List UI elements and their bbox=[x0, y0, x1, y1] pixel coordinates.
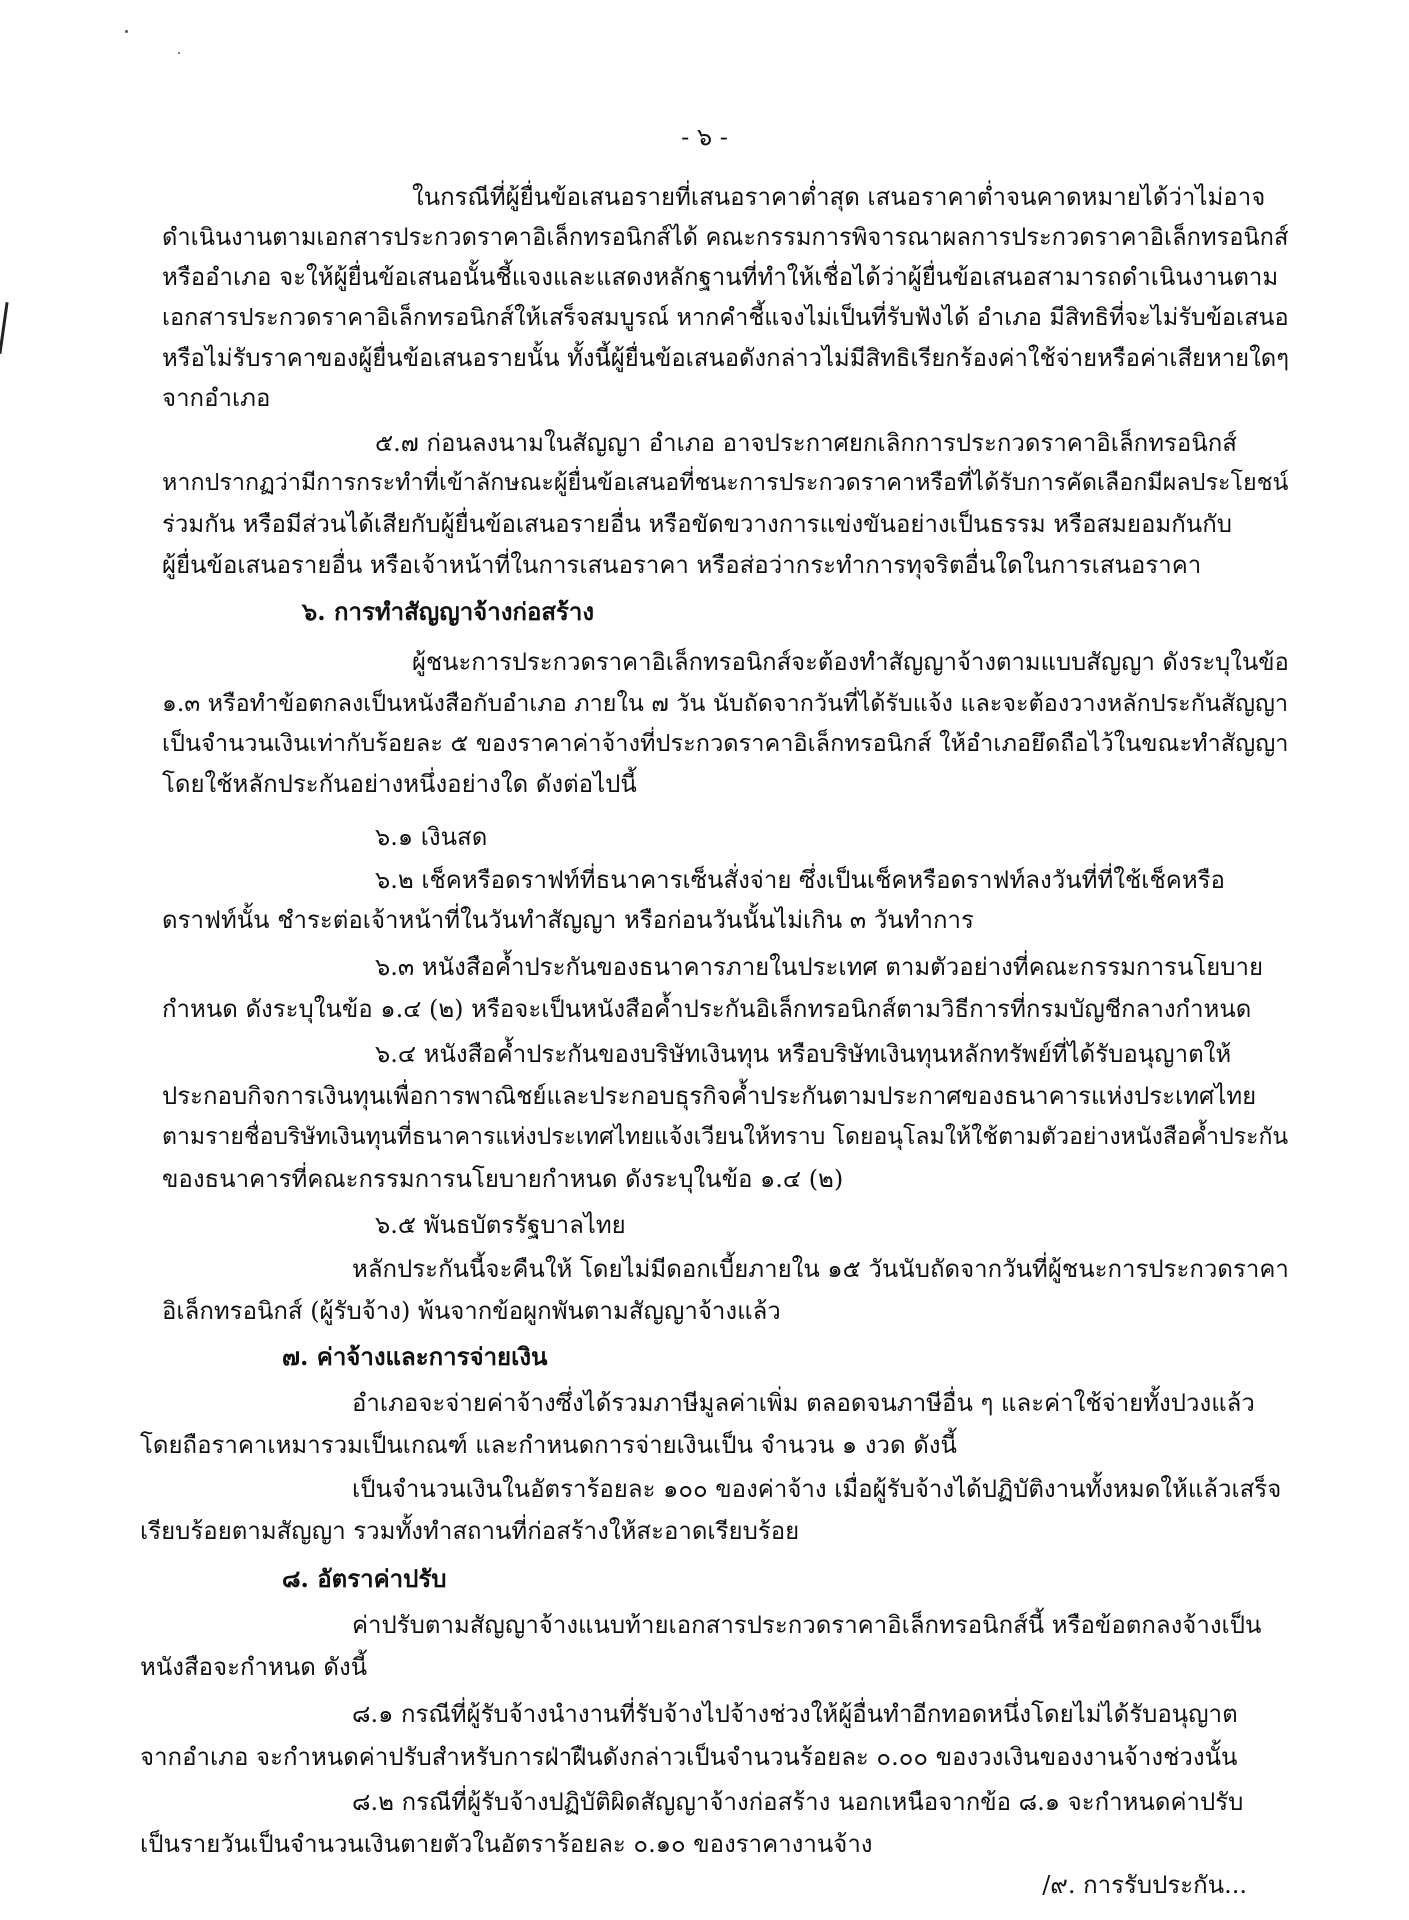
clause-6-3: ๖.๓ หนังสือค้ำประกันของธนาคารภายในประเทศ ตามตัวอย่างที่คณะกรรมการนโยบาย bbox=[375, 953, 1264, 981]
paragraph-line: หากปรากฏว่ามีการกระทำที่เข้าลักษณะผู้ยื่นข้อเสนอที่ชนะการประกวดราคาหรือที่ได้รับการคัดเลือกมีผลประโยชน์ bbox=[162, 469, 1289, 496]
clause-6-4: ๖.๔ หนังสือค้ำประกันของบริษัทเงินทุน หรือบริษัทเงินทุนหลักทรัพย์ที่ได้รับอนุญาตให้ bbox=[375, 1040, 1232, 1068]
paragraph-line: ร่วมกัน หรือมีส่วนได้เสียกับผู้ยื่นข้อเสนอรายอื่น หรือขัดขวางการแข่งขันอย่างเป็นธรรม หรือสมยอมกันกับ bbox=[162, 510, 1232, 538]
paragraph-line: กำหนด ดังระบุในข้อ ๑.๔ (๒) หรือจะเป็นหนังสือค้ำประกันอิเล็กทรอนิกส์ตามวิธีการที่กรมบัญชีกลางกำหนด bbox=[162, 995, 1252, 1023]
paragraph-line: หรืออำเภอ จะให้ผู้ยื่นข้อเสนอนั้นชี้แจงและแสดงหลักฐานที่ทำให้เชื่อได้ว่าผู้ยื่นข้อเสนอสามารถดำเนินงานตาม bbox=[162, 263, 1279, 291]
section-7-heading: ๗. ค่าจ้างและการจ่ายเงิน bbox=[282, 1342, 548, 1371]
clause-8-1: ๘.๑ กรณีที่ผู้รับจ้างนำงานที่รับจ้างไปจ้างช่วงให้ผู้อื่นทำอีกทอดหนึ่งโดยไม่ได้รับอนุญาต bbox=[352, 1700, 1238, 1728]
paragraph-line: ในกรณีที่ผู้ยื่นข้อเสนอรายที่เสนอราคาต่ำสุด เสนอราคาต่ำจนคาดหมายได้ว่าไม่อาจ bbox=[412, 183, 1266, 211]
paragraph-line: ตามรายชื่อบริษัทเงินทุนที่ธนาคารแห่งประเทศไทยแจ้งเวียนให้ทราบ โดยอนุโลมให้ใช้ตามตัวอย่างหนังสือค้ำประกัน bbox=[162, 1124, 1289, 1150]
paragraph-line: จากอำเภอ bbox=[162, 384, 271, 412]
paragraph-line: อำเภอจะจ่ายค่าจ้างซึ่งได้รวมภาษีมูลค่าเพิ่ม ตลอดจนภาษีอื่น ๆ และค่าใช้จ่ายทั้งปวงแล้ว bbox=[352, 1389, 1255, 1417]
clause-8-2: ๘.๒ กรณีที่ผู้รับจ้างปฏิบัติผิดสัญญาจ้างก่อสร้าง นอกเหนือจากข้อ ๘.๑ จะกำหนดค่าปรับ bbox=[352, 1788, 1244, 1816]
paragraph-line: ผู้ชนะการประกวดราคาอิเล็กทรอนิกส์จะต้องทำสัญญาจ้างตามแบบสัญญา ดังระบุในข้อ bbox=[412, 648, 1289, 676]
clause-5-7: ๕.๗ ก่อนลงนามในสัญญา อำเภอ อาจประกาศยกเลิกการประกวดราคาอิเล็กทรอนิกส์ bbox=[375, 429, 1237, 457]
paragraph-line: ของธนาคารที่คณะกรรมการนโยบายกำหนด ดังระบุในข้อ ๑.๔ (๒) bbox=[162, 1165, 844, 1193]
scan-speck bbox=[125, 30, 128, 33]
section-6-heading: ๖. การทำสัญญาจ้างก่อสร้าง bbox=[302, 597, 595, 626]
paragraph-line: โดยถือราคาเหมารวมเป็นเกณฑ์ และกำหนดการจ่ายเงินเป็น จำนวน ๑ งวด ดังนี้ bbox=[140, 1431, 957, 1459]
continuation-footer: /๙. การรับประกัน... bbox=[1042, 1871, 1247, 1899]
section-8-heading: ๘. อัตราค่าปรับ bbox=[282, 1564, 447, 1593]
paragraph-line: จากอำเภอ จะกำหนดค่าปรับสำหรับการฝ่าฝืนดังกล่าวเป็นจำนวนร้อยละ ๐.๐๐ ของวงเงินของงานจ้างช่วงนั้น bbox=[140, 1743, 1238, 1771]
paragraph-line: เป็นรายวันเป็นจำนวนเงินตายตัวในอัตราร้อยละ ๐.๑๐ ของราคางานจ้าง bbox=[140, 1830, 873, 1858]
paragraph-line: ค่าปรับตามสัญญาจ้างแนบท้ายเอกสารประกวดราคาอิเล็กทรอนิกส์นี้ หรือข้อตกลงจ้างเป็น bbox=[352, 1611, 1262, 1639]
paragraph-line: ดราฟท์นั้น ชำระต่อเจ้าหน้าที่ในวันทำสัญญา หรือก่อนวันนั้นไม่เกิน ๓ วันทำการ bbox=[162, 906, 974, 934]
paragraph-line: หนังสือจะกำหนด ดังนี้ bbox=[140, 1653, 368, 1681]
paragraph-line: ๑.๓ หรือทำข้อตกลงเป็นหนังสือกับอำเภอ ภายใน ๗ วัน นับถัดจากวันที่ได้รับแจ้ง และจะต้องวางหลักประกันสัญญา bbox=[162, 689, 1289, 717]
paragraph-line: เรียบร้อยตามสัญญา รวมทั้งทำสถานที่ก่อสร้างให้สะอาดเรียบร้อย bbox=[140, 1517, 800, 1545]
clause-6-5: ๖.๕ พันธบัตรรัฐบาลไทย bbox=[375, 1211, 626, 1239]
paragraph-line: เอกสารประกวดราคาอิเล็กทรอนิกส์ให้เสร็จสมบูรณ์ หากคำชี้แจงไม่เป็นที่รับฟังได้ อำเภอ มีสิทธิที่จะไม่รับข้อเสนอ bbox=[162, 303, 1289, 331]
scan-speck bbox=[178, 52, 180, 54]
clause-6-2: ๖.๒ เช็คหรือดราฟท์ที่ธนาคารเซ็นสั่งจ่าย ซึ่งเป็นเช็คหรือดราฟท์ลงวันที่ที่ใช้เช็คหรือ bbox=[375, 866, 1225, 894]
paragraph-line: เป็นจำนวนเงินเท่ากับร้อยละ ๕ ของราคาค่าจ้างที่ประกวดราคาอิเล็กทรอนิกส์ ให้อำเภอยึดถือไว้ในขณะทำสัญญา bbox=[162, 729, 1289, 757]
paragraph-line: ประกอบกิจการเงินทุนเพื่อการพาณิชย์และประกอบธุรกิจค้ำประกันตามประกาศของธนาคารแห่งประเทศไทย bbox=[162, 1082, 1257, 1110]
paragraph-line: อิเล็กทรอนิกส์ (ผู้รับจ้าง) พ้นจากข้อผูกพันตามสัญญาจ้างแล้ว bbox=[162, 1297, 781, 1325]
paragraph-line: โดยใช้หลักประกันอย่างหนึ่งอย่างใด ดังต่อไปนี้ bbox=[162, 770, 637, 798]
page-number: - ๖ - bbox=[681, 123, 728, 151]
paragraph-line: เป็นจำนวนเงินในอัตราร้อยละ ๑๐๐ ของค่าจ้าง เมื่อผู้รับจ้างได้ปฏิบัติงานทั้งหมดให้แล้วเสร็จ bbox=[352, 1475, 1282, 1503]
paragraph-line: หลักประกันนี้จะคืนให้ โดยไม่มีดอกเบี้ยภายใน ๑๕ วันนับถัดจากวันที่ผู้ชนะการประกวดราคา bbox=[352, 1255, 1289, 1283]
paragraph-line: หรือไม่รับราคาของผู้ยื่นข้อเสนอรายนั้น ทั้งนี้ผู้ยื่นข้อเสนอดังกล่าวไม่มีสิทธิเรียกร้องค่าใช้จ่ายหรือค่าเสียหายใดๆ bbox=[162, 344, 1290, 372]
paragraph-line: ผู้ยื่นข้อเสนอรายอื่น หรือเจ้าหน้าที่ในการเสนอราคา หรือส่อว่ากระทำการทุจริตอื่นใดในการเสนอราคา bbox=[162, 551, 1202, 579]
margin-mark bbox=[0, 302, 9, 354]
paragraph-line: ดำเนินงานตามเอกสารประกวดราคาอิเล็กทรอนิกส์ได้ คณะกรรมการพิจารณาผลการประกวดราคาอิเล็กทรอนิกส์ bbox=[162, 223, 1289, 251]
clause-6-1: ๖.๑ เงินสด bbox=[375, 823, 488, 851]
